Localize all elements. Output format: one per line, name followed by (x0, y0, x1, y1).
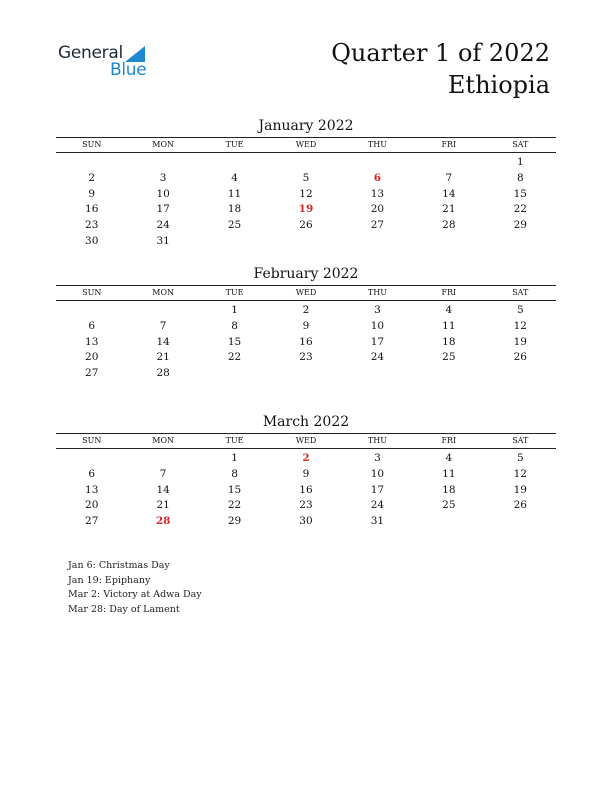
day-cell: 5 (516, 304, 524, 316)
day-cell: 10 (370, 467, 385, 480)
page-title (331, 37, 550, 101)
day-cell: 19 (513, 483, 527, 496)
day-cell: 25 (227, 219, 242, 232)
day-cell: 17 (370, 335, 385, 348)
day-cell: 12 (513, 467, 527, 480)
empty-day-cell (127, 451, 198, 467)
weekday-label: TUE (225, 140, 244, 149)
weekday-label: SAT (512, 140, 529, 149)
day-cell: 9 (88, 187, 96, 200)
empty-day-cell (413, 155, 484, 171)
day-cell: 22 (227, 351, 242, 364)
month-calendar-january (56, 116, 556, 250)
day-cell: 8 (516, 171, 524, 184)
day-cell: 23 (85, 219, 99, 232)
day-grid (56, 153, 556, 250)
empty-day-cell (127, 155, 198, 171)
month-title: March 2022 (262, 414, 350, 430)
holiday-day-cell: 2 (302, 452, 310, 464)
logo-text-blue: Blue (110, 60, 147, 80)
day-cell: 18 (227, 203, 242, 216)
day-cell: 31 (156, 234, 170, 247)
day-cell: 20 (85, 499, 99, 512)
weekday-label: MON (152, 288, 174, 297)
weekday-label: FRI (441, 288, 457, 297)
title-quarter: Quarter 1 of 2022 (331, 39, 550, 67)
day-cell: 3 (374, 304, 381, 316)
day-cell: 17 (370, 483, 385, 496)
weekday-label: FRI (441, 140, 457, 149)
day-cell: 14 (156, 483, 170, 496)
day-cell: 11 (442, 319, 456, 332)
day-cell: 14 (442, 187, 456, 200)
day-cell: 22 (227, 499, 242, 512)
day-cell: 11 (442, 467, 456, 480)
holiday-day-cell: 6 (373, 171, 382, 184)
day-cell: 21 (156, 499, 170, 512)
day-cell: 10 (370, 319, 385, 332)
day-cell: 5 (302, 171, 310, 184)
day-grid (56, 449, 556, 530)
day-cell: 16 (299, 483, 313, 496)
day-cell: 1 (516, 156, 524, 168)
day-cell: 15 (513, 187, 527, 200)
day-cell: 25 (442, 351, 456, 364)
day-cell: 2 (302, 304, 310, 316)
day-cell: 12 (513, 319, 527, 332)
weekday-label: TUE (225, 436, 244, 445)
day-cell: 18 (442, 335, 456, 348)
day-cell: 4 (445, 452, 453, 464)
holiday-day-cell: 28 (155, 515, 171, 528)
weekday-header-row (56, 137, 556, 153)
day-cell: 26 (513, 499, 527, 512)
day-cell: 14 (156, 335, 170, 348)
day-cell: 3 (159, 171, 167, 184)
day-cell: 6 (88, 467, 96, 480)
empty-day-cell (199, 155, 270, 171)
logo-text-general: General (58, 43, 123, 63)
weekday-label: SUN (82, 140, 102, 149)
day-cell: 19 (513, 335, 527, 348)
day-cell: 6 (88, 319, 96, 332)
weekday-header-row (56, 285, 556, 301)
day-cell: 27 (370, 219, 385, 232)
day-cell: 13 (85, 483, 99, 496)
day-cell: 11 (227, 187, 242, 200)
weekday-label: SAT (512, 288, 529, 297)
empty-day-cell (56, 303, 127, 319)
holiday-note: Jan 19: Epiphany (68, 574, 151, 586)
day-cell: 9 (302, 467, 310, 480)
day-cell: 12 (299, 187, 313, 200)
weekday-label: SAT (512, 436, 529, 445)
day-cell: 26 (299, 219, 313, 232)
day-cell: 8 (231, 467, 238, 480)
day-cell: 29 (513, 219, 527, 232)
day-cell: 7 (159, 319, 167, 332)
day-cell: 25 (442, 499, 456, 512)
day-cell: 24 (370, 351, 385, 364)
weekday-label: WED (295, 288, 317, 297)
day-cell: 16 (299, 335, 313, 348)
day-cell: 21 (442, 203, 456, 216)
weekday-header-row (56, 433, 556, 449)
day-cell: 28 (442, 219, 456, 232)
day-cell: 30 (85, 234, 99, 247)
month-title: January 2022 (258, 118, 354, 134)
day-cell: 27 (85, 515, 99, 528)
day-cell: 27 (85, 367, 99, 380)
day-cell: 16 (85, 203, 99, 216)
day-cell: 26 (513, 351, 527, 364)
title-country: Ethiopia (447, 71, 550, 99)
day-cell: 24 (370, 499, 385, 512)
day-cell: 3 (374, 452, 381, 464)
day-cell: 1 (231, 304, 238, 316)
empty-day-cell (56, 451, 127, 467)
month-calendar-march (56, 412, 556, 530)
day-cell: 13 (85, 335, 99, 348)
day-cell: 2 (88, 171, 96, 184)
empty-day-cell (127, 303, 198, 319)
day-cell: 23 (299, 351, 313, 364)
weekday-label: MON (152, 436, 174, 445)
day-cell: 17 (156, 203, 170, 216)
day-cell: 8 (231, 319, 238, 332)
weekday-label: FRI (441, 436, 457, 445)
day-cell: 1 (231, 452, 238, 464)
day-cell: 5 (516, 452, 524, 464)
generalblue-logo (58, 43, 168, 83)
holiday-note: Mar 2: Victory at Adwa Day (68, 589, 202, 600)
day-cell: 15 (227, 483, 242, 496)
month-calendar-february (56, 264, 556, 382)
day-cell: 10 (156, 187, 170, 200)
weekday-label: WED (295, 140, 317, 149)
day-cell: 23 (299, 499, 313, 512)
day-cell: 31 (370, 515, 385, 528)
day-grid (56, 301, 556, 382)
day-cell: 15 (227, 335, 242, 348)
day-cell: 4 (445, 304, 453, 316)
weekday-label: THU (367, 140, 387, 149)
day-cell: 7 (159, 467, 167, 480)
month-title: February 2022 (253, 266, 359, 282)
day-cell: 21 (156, 351, 170, 364)
day-cell: 20 (370, 203, 385, 216)
empty-day-cell (56, 155, 127, 171)
weekday-label: THU (367, 288, 387, 297)
empty-day-cell (342, 155, 413, 171)
day-cell: 13 (370, 187, 385, 200)
holiday-note: Mar 28: Day of Lament (68, 603, 180, 615)
day-cell: 9 (302, 319, 310, 332)
day-cell: 28 (156, 367, 170, 380)
day-cell: 29 (227, 515, 242, 528)
day-cell: 18 (442, 483, 456, 496)
holiday-notes (68, 559, 202, 617)
day-cell: 4 (231, 171, 238, 184)
weekday-label: WED (295, 436, 317, 445)
weekday-label: SUN (82, 436, 102, 445)
day-cell: 20 (85, 351, 99, 364)
day-cell: 22 (513, 203, 527, 216)
weekday-label: TUE (225, 288, 244, 297)
weekday-label: SUN (82, 288, 102, 297)
holiday-note: Jan 6: Christmas Day (68, 560, 170, 571)
holiday-day-cell: 19 (298, 203, 314, 216)
day-cell: 30 (299, 515, 313, 528)
empty-day-cell (270, 155, 341, 171)
weekday-label: MON (152, 140, 174, 149)
day-cell: 24 (156, 219, 170, 232)
day-cell: 7 (445, 171, 453, 184)
weekday-label: THU (367, 436, 387, 445)
